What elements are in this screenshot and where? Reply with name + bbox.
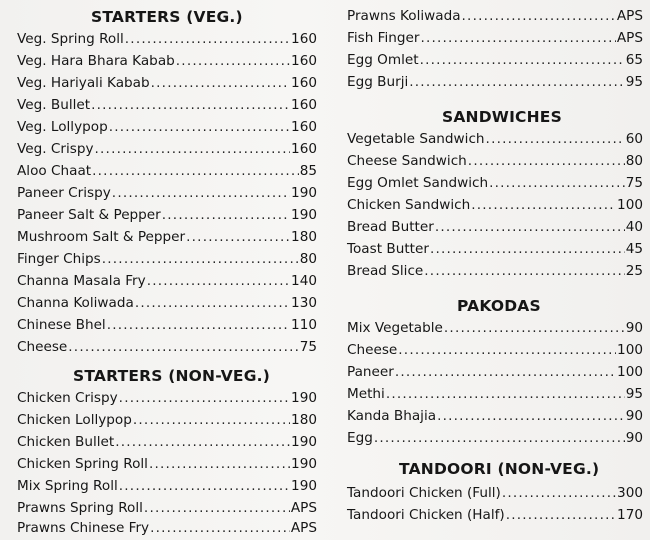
item-name: Mix Spring Roll (17, 478, 118, 494)
menu-item (17, 336, 317, 358)
item-price: 60 (625, 131, 643, 147)
item-name: Cheese (347, 342, 398, 358)
item-name: Chicken Lollypop (17, 412, 132, 428)
item-name: Fish Finger (347, 30, 420, 46)
menu-item (17, 72, 317, 94)
leader-dots (486, 128, 625, 150)
section-title-tandoori-non-veg: TANDOORI (NON-VEG.) (399, 460, 600, 478)
item-name: Chicken Bullet (17, 434, 115, 450)
menu-item (347, 482, 643, 504)
item-name: Chinese Bhel (17, 317, 106, 333)
item-name: Veg. Crispy (17, 141, 94, 157)
item-price: 80 (625, 153, 643, 169)
menu-item (347, 150, 643, 172)
menu-item (17, 182, 317, 204)
menu-item (347, 5, 643, 27)
menu-item (347, 49, 643, 71)
item-price: 190 (291, 207, 317, 223)
leader-dots (112, 182, 290, 204)
item-name: Paneer Salt & Pepper (17, 207, 161, 223)
menu-item (347, 216, 643, 238)
menu-item (17, 270, 317, 292)
item-price: 190 (291, 478, 317, 494)
menu-item (17, 453, 317, 475)
item-name: Veg. Spring Roll (17, 31, 124, 47)
leader-dots (115, 431, 290, 453)
item-name: Tandoori Chicken (Full) (347, 485, 501, 501)
menu-item (17, 116, 317, 138)
item-price: 100 (617, 364, 643, 380)
menu-item (347, 172, 643, 194)
item-price: 75 (299, 339, 317, 355)
leader-dots (506, 504, 616, 526)
section-title-starters-non-veg: STARTERS (NON-VEG.) (73, 367, 271, 385)
item-price: 160 (291, 75, 317, 91)
leader-dots (119, 475, 290, 497)
leader-dots (133, 409, 290, 431)
item-name: Prawns Chinese Fry (17, 520, 150, 536)
item-name: Finger Chips (17, 251, 101, 267)
item-name: Egg (347, 430, 373, 446)
item-price: 90 (625, 408, 643, 424)
item-name: Paneer (347, 364, 394, 380)
leader-dots (420, 27, 615, 49)
item-name: Egg Omlet Sandwich (347, 175, 489, 191)
menu-item (17, 517, 317, 539)
item-price: 95 (625, 74, 643, 90)
menu-item (347, 260, 643, 282)
item-price: 110 (291, 317, 317, 333)
leader-dots (471, 194, 616, 216)
leader-dots (107, 314, 290, 336)
leader-dots (502, 482, 616, 504)
leader-dots (430, 238, 625, 260)
item-price: 40 (625, 219, 643, 235)
menu-item (17, 497, 317, 519)
section-title-pakodas: PAKODAS (457, 297, 541, 315)
menu-item (17, 50, 317, 72)
item-name: Veg. Hara Bhara Kabab (17, 53, 175, 69)
item-price: APS (290, 520, 317, 536)
menu-item (17, 160, 317, 182)
item-price: 190 (291, 456, 317, 472)
item-price: APS (616, 30, 643, 46)
menu-item (347, 194, 643, 216)
item-name: Bread Slice (347, 263, 424, 279)
item-price: 95 (625, 386, 643, 402)
item-name: Veg. Lollypop (17, 119, 108, 135)
item-name: Prawns Spring Roll (17, 500, 143, 516)
leader-dots (149, 453, 290, 475)
item-name: Bread Butter (347, 219, 434, 235)
item-price: 300 (617, 485, 643, 501)
item-name: Cheese (17, 339, 68, 355)
menu-item (347, 339, 643, 361)
leader-dots (92, 160, 299, 182)
menu-item (17, 226, 317, 248)
item-name: Chicken Spring Roll (17, 456, 148, 472)
leader-dots (395, 361, 616, 383)
item-name: Egg Burji (347, 74, 409, 90)
leader-dots (437, 405, 625, 427)
item-price: 130 (291, 295, 317, 311)
menu-item (347, 405, 643, 427)
leader-dots (109, 116, 290, 138)
item-name: Veg. Hariyali Kabab (17, 75, 150, 91)
item-name: Channa Koliwada (17, 295, 134, 311)
leader-dots (424, 260, 624, 282)
item-name: Cheese Sandwich (347, 153, 467, 169)
leader-dots (462, 5, 616, 27)
item-price: 100 (617, 342, 643, 358)
item-name: Kanda Bhajia (347, 408, 437, 424)
item-price: 75 (625, 175, 643, 191)
menu-item (347, 383, 643, 405)
item-price: 160 (291, 141, 317, 157)
item-name: Egg Omlet (347, 52, 419, 68)
item-price: 85 (299, 163, 317, 179)
leader-dots (444, 317, 625, 339)
leader-dots (409, 71, 624, 93)
section-title-starters-veg: STARTERS (VEG.) (91, 8, 243, 26)
leader-dots (102, 248, 299, 270)
item-price: APS (290, 500, 317, 516)
leader-dots (151, 72, 290, 94)
item-price: APS (616, 8, 643, 24)
item-name: Mushroom Salt & Pepper (17, 229, 186, 245)
menu-item (347, 317, 643, 339)
item-name: Tandoori Chicken (Half) (347, 507, 505, 523)
menu-item (347, 361, 643, 383)
menu-item (17, 204, 317, 226)
item-name: Chicken Sandwich (347, 197, 471, 213)
menu-item (17, 94, 317, 116)
menu-item (17, 431, 317, 453)
item-price: 80 (299, 251, 317, 267)
leader-dots (125, 28, 290, 50)
item-price: 160 (291, 97, 317, 113)
item-name: Toast Butter (347, 241, 429, 257)
item-name: Channa Masala Fry (17, 273, 146, 289)
item-name: Vegetable Sandwich (347, 131, 485, 147)
leader-dots (186, 226, 290, 248)
leader-dots (144, 497, 290, 519)
menu-item (347, 71, 643, 93)
item-name: Chicken Crispy (17, 390, 118, 406)
item-price: 90 (625, 320, 643, 336)
leader-dots (162, 204, 290, 226)
menu-item (17, 292, 317, 314)
leader-dots (91, 94, 290, 116)
item-price: 45 (625, 241, 643, 257)
item-name: Mix Vegetable (347, 320, 443, 336)
menu-item (17, 387, 317, 409)
item-price: 180 (291, 229, 317, 245)
leader-dots (68, 336, 298, 358)
item-price: 190 (291, 390, 317, 406)
section-title-sandwiches: SANDWICHES (442, 108, 562, 126)
menu-item (347, 427, 643, 449)
menu-item (17, 475, 317, 497)
item-price: 190 (291, 434, 317, 450)
menu-item (17, 28, 317, 50)
item-price: 180 (291, 412, 317, 428)
leader-dots (420, 49, 625, 71)
item-price: 140 (291, 273, 317, 289)
item-price: 160 (291, 31, 317, 47)
item-price: 25 (625, 263, 643, 279)
menu-item (347, 27, 643, 49)
item-name: Methi (347, 386, 385, 402)
item-name: Paneer Crispy (17, 185, 111, 201)
item-price: 65 (625, 52, 643, 68)
item-price: 190 (291, 185, 317, 201)
leader-dots (135, 292, 290, 314)
leader-dots (489, 172, 625, 194)
item-name: Veg. Bullet (17, 97, 91, 113)
leader-dots (147, 270, 290, 292)
menu-item (17, 248, 317, 270)
menu-item (17, 409, 317, 431)
leader-dots (150, 517, 290, 539)
menu-item (347, 238, 643, 260)
leader-dots (176, 50, 290, 72)
item-name: Aloo Chaat (17, 163, 92, 179)
leader-dots (398, 339, 616, 361)
menu-item (17, 314, 317, 336)
menu-item (17, 138, 317, 160)
leader-dots (386, 383, 625, 405)
leader-dots (95, 138, 291, 160)
menu-item (347, 504, 643, 526)
leader-dots (435, 216, 625, 238)
menu-item (347, 128, 643, 150)
item-price: 160 (291, 53, 317, 69)
leader-dots (119, 387, 290, 409)
leader-dots (374, 427, 625, 449)
item-price: 100 (617, 197, 643, 213)
item-price: 90 (625, 430, 643, 446)
item-name: Prawns Koliwada (347, 8, 461, 24)
leader-dots (468, 150, 625, 172)
item-price: 170 (617, 507, 643, 523)
item-price: 160 (291, 119, 317, 135)
